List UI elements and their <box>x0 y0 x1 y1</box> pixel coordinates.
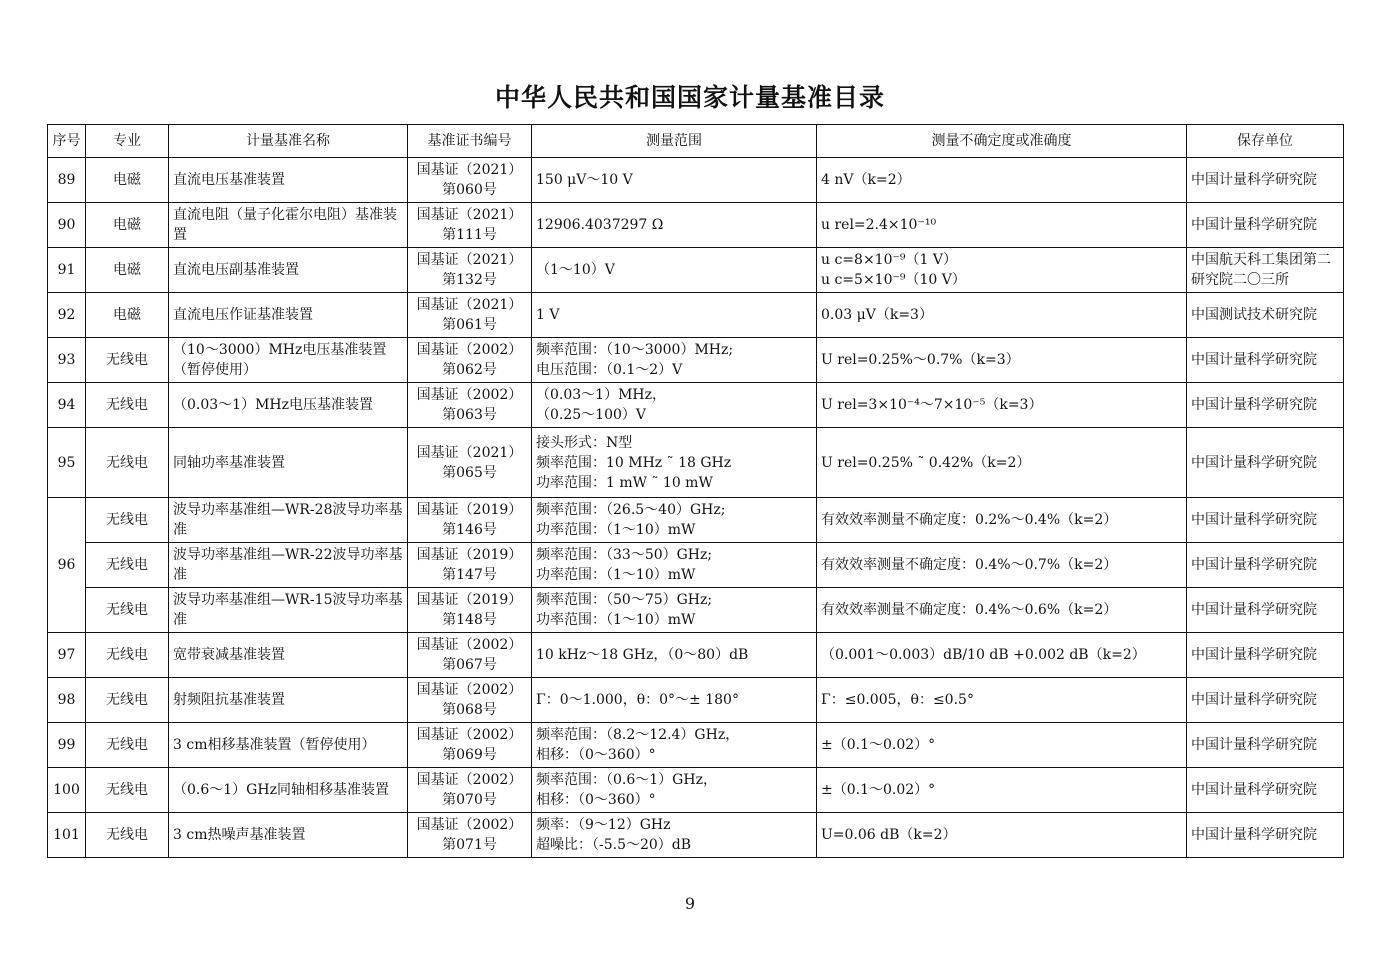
row-cert: 国基证（2002） 第071号 <box>408 813 532 858</box>
row-uncertainty: U=0.06 dB（k=2） <box>817 813 1187 858</box>
row-range: 频率范围：（8.2～12.4）GHz， 相移：（0～360）° <box>532 723 817 768</box>
row-uncertainty: u rel=2.4×10⁻¹⁰ <box>817 203 1187 248</box>
row-no: 91 <box>48 248 86 293</box>
table-row <box>48 588 1344 633</box>
row-no: 92 <box>48 293 86 338</box>
document-title: 中华人民共和国国家计量基准目录 <box>494 83 885 112</box>
header-row <box>48 125 1344 158</box>
row-cert: 国基证（2002） 第067号 <box>408 633 532 678</box>
table-row <box>48 248 1344 293</box>
row-name: 宽带衰减基准装置 <box>169 633 408 678</box>
row-name: 直流电压副基准装置 <box>169 248 408 293</box>
row-uncertainty: 有效效率测量不确定度：0.2%～0.4%（k=2） <box>817 498 1187 543</box>
row-unit: 中国测试技术研究院 <box>1187 293 1344 338</box>
row-unit: 中国计量科学研究院 <box>1187 203 1344 248</box>
row-field: 电磁 <box>86 203 169 248</box>
row-field: 电磁 <box>86 158 169 203</box>
row-field: 无线电 <box>86 588 169 633</box>
standards-table <box>47 124 1344 858</box>
row-cert: 国基证（2021） 第061号 <box>408 293 532 338</box>
row-field: 无线电 <box>86 633 169 678</box>
row-range: 频率范围：（0.6～1）GHz， 相移：（0～360）° <box>532 768 817 813</box>
table-row <box>48 723 1344 768</box>
table-row <box>48 428 1344 498</box>
row-name: 射频阻抗基准装置 <box>169 678 408 723</box>
row-range: 频率范围：（33～50）GHz; 功率范围：（1～10）mW <box>532 543 817 588</box>
row-unit: 中国计量科学研究院 <box>1187 498 1344 543</box>
table-row <box>48 293 1344 338</box>
row-range: 1 V <box>532 293 817 338</box>
table-row <box>48 543 1344 588</box>
row-cert: 国基证（2002） 第063号 <box>408 383 532 428</box>
row-unit: 中国计量科学研究院 <box>1187 768 1344 813</box>
row-uncertainty: U rel=3×10⁻⁴～7×10⁻⁵（k=3） <box>817 383 1187 428</box>
row-name: （10～3000）MHz电压基准装置（暂停使用） <box>169 338 408 383</box>
row-range: （1～10）V <box>532 248 817 293</box>
row-field: 无线电 <box>86 543 169 588</box>
row-no: 93 <box>48 338 86 383</box>
row-cert: 国基证（2002） 第069号 <box>408 723 532 768</box>
header-cert: 基准证书编号 <box>408 125 532 158</box>
row-cert: 国基证（2002） 第070号 <box>408 768 532 813</box>
row-uncertainty: ±（0.1～0.02）° <box>817 723 1187 768</box>
row-no: 97 <box>48 633 86 678</box>
row-cert: 国基证（2019） 第147号 <box>408 543 532 588</box>
row-field: 无线电 <box>86 338 169 383</box>
row-no: 101 <box>48 813 86 858</box>
row-cert: 国基证（2019） 第146号 <box>408 498 532 543</box>
row-uncertainty: ±（0.1～0.02）° <box>817 768 1187 813</box>
row-unit: 中国计量科学研究院 <box>1187 633 1344 678</box>
row-unit: 中国计量科学研究院 <box>1187 158 1344 203</box>
row-name: 直流电压作证基准装置 <box>169 293 408 338</box>
row-unit: 中国计量科学研究院 <box>1187 678 1344 723</box>
row-field: 无线电 <box>86 678 169 723</box>
row-uncertainty: （0.001～0.003）dB/10 dB +0.002 dB（k=2） <box>817 633 1187 678</box>
row-no: 94 <box>48 383 86 428</box>
row-field: 无线电 <box>86 723 169 768</box>
table-row <box>48 678 1344 723</box>
row-field: 无线电 <box>86 498 169 543</box>
row-unit: 中国计量科学研究院 <box>1187 383 1344 428</box>
row-range: 150 μV～10 V <box>532 158 817 203</box>
row-unit: 中国计量科学研究院 <box>1187 338 1344 383</box>
table-row <box>48 813 1344 858</box>
row-name: 波导功率基准组—WR-28波导功率基准 <box>169 498 408 543</box>
page-number: 9 <box>684 894 696 913</box>
table-row <box>48 498 1344 543</box>
table-row <box>48 383 1344 428</box>
row-name: 直流电阻（量子化霍尔电阻）基准装置 <box>169 203 408 248</box>
row-name: 波导功率基准组—WR-22波导功率基准 <box>169 543 408 588</box>
row-cert: 国基证（2021） 第060号 <box>408 158 532 203</box>
row-range: 频率范围：（26.5～40）GHz; 功率范围：（1～10）mW <box>532 498 817 543</box>
header-range: 测量范围 <box>532 125 817 158</box>
row-no: 98 <box>48 678 86 723</box>
row-cert: 国基证（2002） 第068号 <box>408 678 532 723</box>
table-row <box>48 768 1344 813</box>
row-cert: 国基证（2002） 第062号 <box>408 338 532 383</box>
row-name: 同轴功率基准装置 <box>169 428 408 498</box>
row-field: 无线电 <box>86 768 169 813</box>
table-row <box>48 633 1344 678</box>
row-range: 频率：（9～12）GHz 超噪比：（-5.5～20）dB <box>532 813 817 858</box>
row-no: 90 <box>48 203 86 248</box>
row-cert: 国基证（2021） 第111号 <box>408 203 532 248</box>
row-no: 89 <box>48 158 86 203</box>
row-no: 100 <box>48 768 86 813</box>
row-range: 12906.4037297 Ω <box>532 203 817 248</box>
row-unit: 中国计量科学研究院 <box>1187 588 1344 633</box>
row-uncertainty: 4 nV（k=2） <box>817 158 1187 203</box>
row-range: 频率范围：（50～75）GHz; 功率范围：（1～10）mW <box>532 588 817 633</box>
table-row <box>48 203 1344 248</box>
row-range: 接头形式：N型 频率范围：10 MHz ˜ 18 GHz 功率范围：1 mW ˜ 10 mW <box>532 428 817 498</box>
row-name: （0.6～1）GHz同轴相移基准装置 <box>169 768 408 813</box>
row-uncertainty: Γ：≤0.005，θ：≤0.5° <box>817 678 1187 723</box>
row-name: （0.03～1）MHz电压基准装置 <box>169 383 408 428</box>
row-name: 3 cm相移基准装置（暂停使用） <box>169 723 408 768</box>
row-unit: 中国航天科工集团第二研究院二〇三所 <box>1187 248 1344 293</box>
row-cert: 国基证（2019） 第148号 <box>408 588 532 633</box>
row-field: 无线电 <box>86 383 169 428</box>
row-no: 95 <box>48 428 86 498</box>
row-field: 无线电 <box>86 428 169 498</box>
row-uncertainty: 有效效率测量不确定度：0.4%～0.7%（k=2） <box>817 543 1187 588</box>
row-name: 直流电压基准装置 <box>169 158 408 203</box>
row-name: 3 cm热噪声基准装置 <box>169 813 408 858</box>
row-cert: 国基证（2021） 第065号 <box>408 428 532 498</box>
header-uncertainty: 测量不确定度或准确度 <box>817 125 1187 158</box>
row-range: 频率范围：（10～3000）MHz; 电压范围：（0.1～2）V <box>532 338 817 383</box>
row-uncertainty: 0.03 μV（k=3） <box>817 293 1187 338</box>
row-no: 99 <box>48 723 86 768</box>
row-no: 96 <box>48 498 86 633</box>
row-uncertainty: U rel=0.25% ˜ 0.42%（k=2） <box>817 428 1187 498</box>
row-unit: 中国计量科学研究院 <box>1187 428 1344 498</box>
row-range: Γ：0～1.000，θ：0°～± 180° <box>532 678 817 723</box>
row-name: 波导功率基准组—WR-15波导功率基准 <box>169 588 408 633</box>
header-name: 计量基准名称 <box>169 125 408 158</box>
header-unit: 保存单位 <box>1187 125 1344 158</box>
row-cert: 国基证（2021） 第132号 <box>408 248 532 293</box>
row-unit: 中国计量科学研究院 <box>1187 723 1344 768</box>
header-field: 专业 <box>86 125 169 158</box>
row-unit: 中国计量科学研究院 <box>1187 543 1344 588</box>
row-field: 电磁 <box>86 248 169 293</box>
row-field: 电磁 <box>86 293 169 338</box>
header-no: 序号 <box>48 125 86 158</box>
row-range: 10 kHz～18 GHz，（0～80）dB <box>532 633 817 678</box>
row-uncertainty: U rel=0.25%～0.7%（k=3） <box>817 338 1187 383</box>
table-row <box>48 338 1344 383</box>
row-uncertainty: 有效效率测量不确定度：0.4%～0.6%（k=2） <box>817 588 1187 633</box>
row-range: （0.03～1）MHz， （0.25～100）V <box>532 383 817 428</box>
row-field: 无线电 <box>86 813 169 858</box>
row-uncertainty: u c=8×10⁻⁹（1 V） u c=5×10⁻⁹（10 V） <box>817 248 1187 293</box>
row-unit: 中国计量科学研究院 <box>1187 813 1344 858</box>
table-row <box>48 158 1344 203</box>
